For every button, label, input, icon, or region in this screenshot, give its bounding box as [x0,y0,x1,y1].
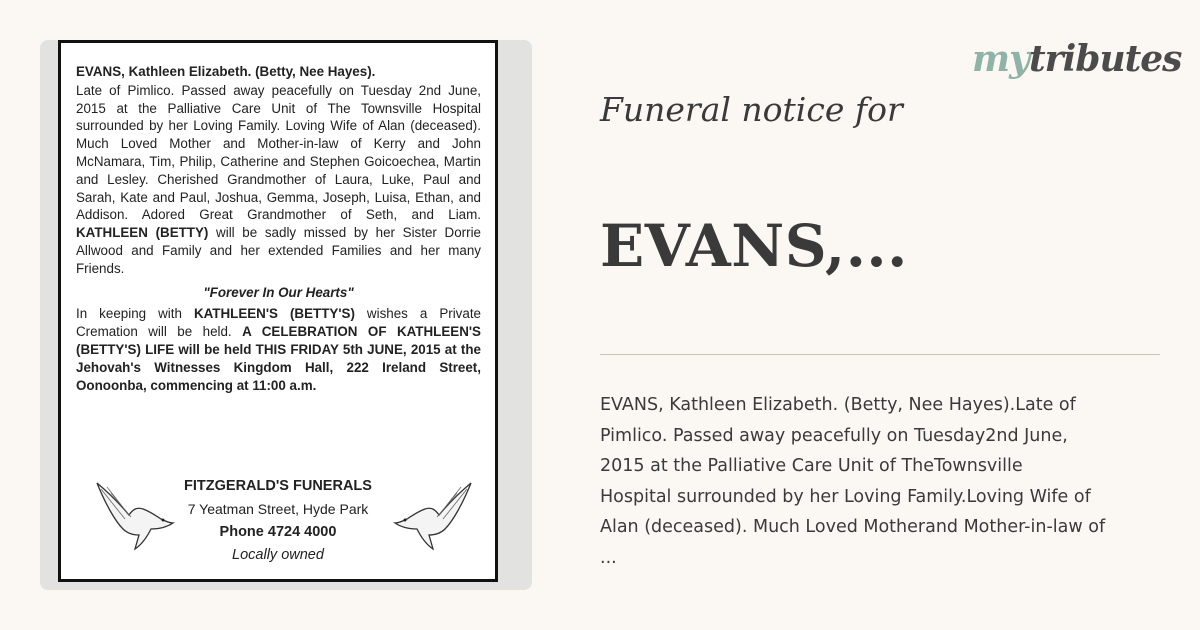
funeral-director-text [161,477,395,565]
mytributes-logo[interactable] [972,38,1181,80]
deceased-name: EVANS,... [600,212,908,280]
divider [600,354,1160,355]
notice-body-end: will be sadly missed by her Sister Dorrie Allwood and Family and her extended Families and her many Friends. [76,225,481,276]
notice-excerpt [600,390,1190,573]
excerpt-line: Hospital surrounded by her Loving Family.Loving Wife of [600,486,1091,507]
service-bold-b: A CELEBRATION OF KATHLEEN'S (BETTY'S) LIFE will be held THIS FRIDAY 5th JUNE, 2015 at the Jehovah's Witnesses Kingdom Hall, 222 Ireland Street, Oonoonba, commencing at 11:00 a.m. [76,324,481,393]
funeral-director-block [61,463,495,573]
notice-quote: "Forever In Our Hearts" [203,284,354,300]
funeral-director-tagline: Locally owned [232,547,324,563]
newspaper-notice [58,40,498,582]
service-text-b: wishes a Private Cremation will be held. [76,306,481,340]
page-subtitle: Funeral notice for [600,90,903,129]
excerpt-line: Alan (deceased). Much Loved Motherand Mother-in-law of [600,517,1106,537]
notice-body-bold: KATHLEEN (BETTY) [76,225,209,241]
funeral-director-name: FITZGERALD'S FUNERALS [184,478,372,494]
funeral-director-phone: Phone 4724 4000 [219,524,337,540]
logo-tributes: tributes [1029,38,1182,80]
excerpt-line: 2015 at the Palliative Care Unit of TheTownsville [600,456,1023,476]
notice-heading: EVANS, Kathleen Elizabeth. (Betty, Nee Hayes). [76,64,376,79]
excerpt-ellipsis: ... [600,547,617,568]
funeral-director-address: 7 Yeatman Street, Hyde Park [187,501,369,517]
excerpt-line: Pimlico. Passed away peacefully on Tuesday2nd June, [600,425,1068,446]
notice-card [40,40,532,590]
notice-service-details [76,305,481,394]
notice-body: Late of Pimlico. Passed away peacefully on Tuesday 2nd June, 2015 at the Palliative Care Unit of The Townsville Hospital surrounded by her Loving Family. Loving Wife of Alan (deceased). Much Loved Mother and Mother-in-law of Kerry and John McNamara, Tim, Philip, Catherine and Stephen Goicoechea, Martin and Lesley. Cherished Grandmother of Laura, Luke, Paul and Sarah, Kate and Paul, Joshua, Gemma, Joseph, Luisa, Ethan, and Addison. Adored Great Grandmother of Seth, and Liam. [76,82,481,223]
service-text-a: In keeping with [76,306,182,322]
notice-text [76,63,481,394]
service-bold-a: KATHLEEN'S (BETTY'S) [193,306,355,322]
logo-my: my [972,38,1030,80]
excerpt-line: EVANS, Kathleen Elizabeth. (Betty, Nee Hayes).Late of [600,395,1076,415]
dove-icon [389,463,479,553]
